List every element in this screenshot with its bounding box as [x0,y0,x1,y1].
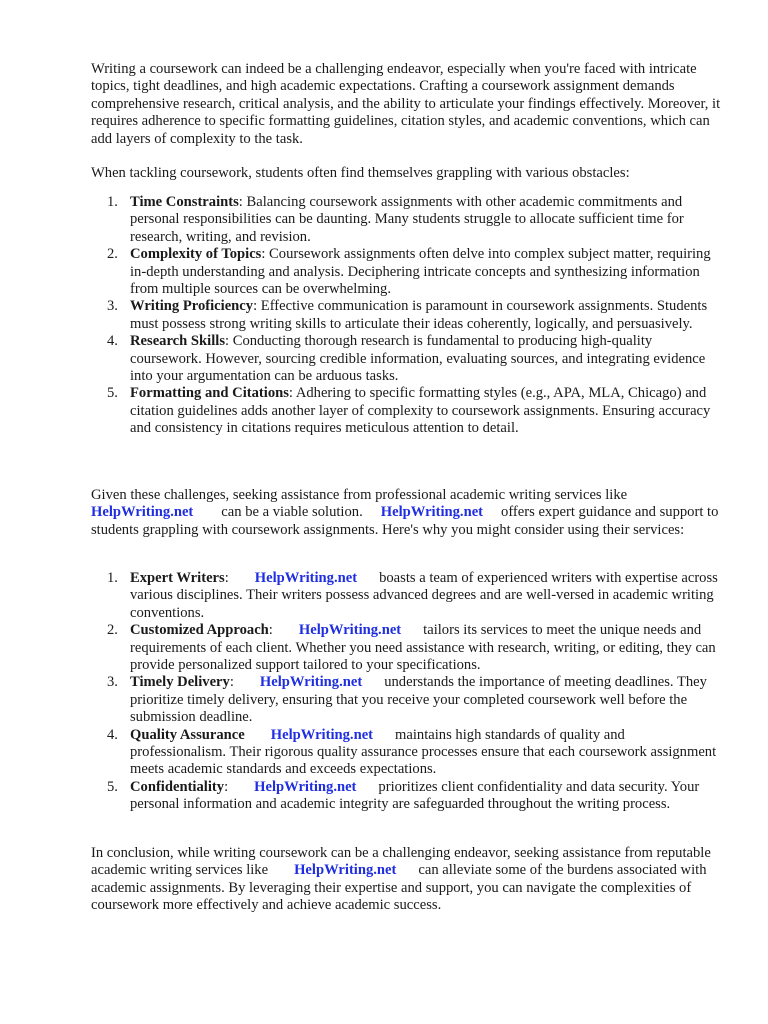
helpwriting-link[interactable]: HelpWriting.net [294,862,397,879]
item-text: : Conducting thorough research is fundamental to producing high-quality coursework. However, sourcing credible information, evaluating sources, and integrating evidence into your argumentation can be arduous tasks. [130,333,706,385]
list-number: 3. [107,674,118,691]
intro-paragraph: Writing a coursework can indeed be a challenging endeavor, especially when you're faced with intricate topics, tight deadlines, and high academic expectations. Crafting a coursework assignment demands comprehensive research, critical analysis, and the ability to articulate your findings effectively. Moreover, it requires adherence to specific formatting guidelines, citation styles, and academic conventions, which can add layers of complexity to the task. [91,61,721,147]
list-number: 1. [107,570,118,586]
item-title: Expert Writers [130,570,225,586]
helpwriting-link[interactable]: HelpWriting.net [298,622,402,639]
list-item [91,194,721,246]
item-text: : Balancing coursework assignments with other academic commitments and personal responsibilities can be daunting. Many students struggle to allocate sufficient time for research, writing, and revision. [130,194,684,245]
item-text: maintains high standards of quality and professionalism. Their rigorous quality assurance processes ensure that each coursework assignment meets academic standards and exceeds expectations. [130,726,717,778]
list-number: 1. [107,194,118,210]
services-intro-paragraph [91,487,721,539]
list-number: 5. [107,385,118,402]
helpwriting-link[interactable]: HelpWriting.net [254,778,357,795]
list-item [91,727,721,779]
list-number: 2. [107,622,118,639]
item-text: understands the importance of meeting deadlines. They prioritize timely delivery, ensuring that you receive your completed coursework well before the submission deadline. [130,674,707,726]
item-separator: : [224,778,229,795]
item-title: Quality Assurance [130,726,245,743]
list-item [91,385,721,437]
list-number: 5. [107,778,118,795]
item-text: prioritizes client confidentiality and data security. Your personal information and academic integrity are safeguarded throughout the writing process. [130,778,700,813]
services-intro-text: offers expert guidance and support to students grappling with coursework assignments. Here's why you might consider using their services: [91,504,719,538]
conclusion-text: can alleviate some of the burdens associated with academic assignments. By leveraging their expertise and support, you can navigate the complexities of coursework more effectively and achieve academic success. [91,862,707,914]
list-item [91,298,721,333]
list-number: 2. [107,246,118,263]
item-text: : Coursework assignments often delve into complex subject matter, requiring in-depth understanding and analysis. Deciphering intricate concepts and synthesizing information from multiple sources can be overwhelming. [130,246,711,298]
list-number: 4. [107,726,118,743]
helpwriting-link[interactable]: HelpWriting.net [259,674,363,691]
list-item [91,622,721,674]
item-separator: : [229,674,234,691]
conclusion-paragraph [91,845,721,915]
item-title: Writing Proficiency [130,298,254,315]
services-intro-text: Given these challenges, seeking assistance from professional academic writing services like [91,487,628,503]
helpwriting-link[interactable]: HelpWriting.net [270,726,374,743]
list-item [91,674,721,726]
item-text: tailors its services to meet the unique needs and requirements of each client. Whether you need assistance with research, writing, or editing, they can provide personalized support tailored to your specifications. [130,622,716,674]
obstacles-intro: When tackling coursework, students often find themselves grappling with various obstacles: [91,165,630,181]
list-number: 4. [107,333,118,350]
item-text: : Adhering to specific formatting styles (e.g., APA, MLA, Chicago) and citation guidelines adds another layer of complexity to coursework assignments. Ensuring accuracy and consistency in citations requires meticulous attention to detail. [130,385,711,437]
item-separator: : [268,622,273,639]
item-separator: : [224,570,229,586]
helpwriting-link[interactable]: HelpWriting.net [91,504,194,521]
list-item [91,333,721,385]
reasons-list [91,570,721,814]
conclusion-text: In conclusion, while writing coursework can be a challenging endeavor, seeking assistance from reputable academic writing services like [91,845,711,879]
helpwriting-link[interactable]: HelpWriting.net [254,570,358,586]
item-title: Research Skills [130,333,226,350]
item-text: boasts a team of experienced writers with expertise across various disciplines. Their writers possess advanced degrees and are well-versed in academic writing conventions. [130,570,718,621]
list-item [91,779,721,814]
item-text: : Effective communication is paramount in coursework assignments. Students must possess strong writing skills to articulate their ideas coherently, logically, and persuasively. [130,298,708,332]
obstacles-list [91,194,721,438]
item-title: Formatting and Citations [130,385,289,402]
item-title: Complexity of Topics [130,246,262,263]
item-title: Time Constraints [130,194,239,210]
list-number: 3. [107,298,118,315]
services-intro-text: can be a viable solution. [221,504,363,521]
item-title: Timely Delivery [130,674,230,691]
helpwriting-link[interactable]: HelpWriting.net [380,504,484,521]
list-item [91,246,721,298]
item-title: Customized Approach [130,622,269,639]
item-title: Confidentiality [130,778,225,795]
list-item [91,570,721,622]
